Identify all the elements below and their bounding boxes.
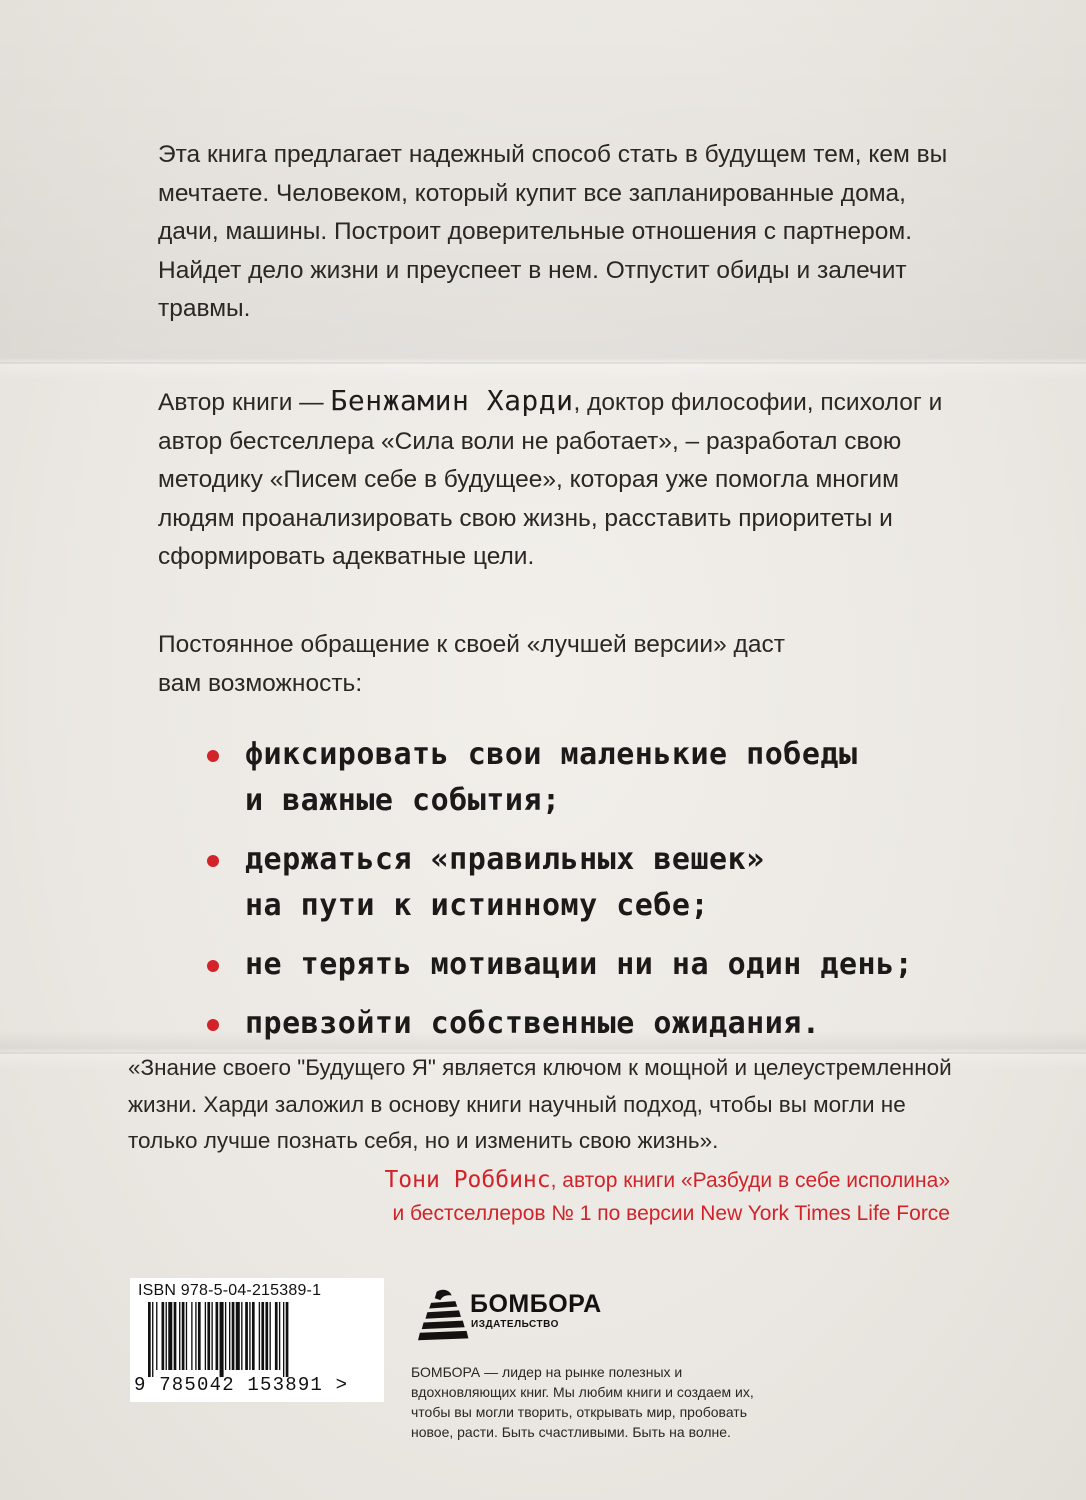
barcode-bar bbox=[220, 1302, 224, 1377]
barcode-bar bbox=[216, 1302, 219, 1370]
barcode-bar bbox=[179, 1302, 180, 1370]
author-paragraph bbox=[158, 382, 958, 577]
barcode-bar bbox=[286, 1302, 289, 1377]
quote-author-desc: , автор книги «Разбуди в себе исполина» bbox=[550, 1169, 950, 1192]
barcode-bar bbox=[225, 1302, 226, 1370]
isbn-label: ISBN 978-5-04-215389-1 bbox=[138, 1282, 322, 1299]
barcode-bar bbox=[241, 1302, 242, 1370]
paper-fold bbox=[0, 362, 1086, 364]
list-item-line: превзойти собственные ожидания. bbox=[245, 1006, 821, 1041]
barcode-bar bbox=[162, 1302, 165, 1370]
barcode-bar bbox=[211, 1302, 212, 1370]
author-prefix: Автор книги — bbox=[158, 389, 331, 416]
list-item bbox=[205, 1001, 985, 1047]
barcode-bar bbox=[252, 1302, 255, 1370]
testimonial-quote: «Знание своего "Будущего Я" является ключом к мощной и целеустремленной жизни. Харди заложил в основу книги научный подход, чтобы вы могли не только лучше познать себя, но и изменить свою жизнь». bbox=[128, 1055, 952, 1153]
list-item bbox=[205, 942, 985, 988]
intro-paragraph: Эта книга предлагает надежный способ стать в будущем тем, кем вы мечтаете. Человеком, который купит все запланированные дома, дачи, машины. Построит доверительные отношения с партнером. Найдет дело жизни и преуспеет в нем. Отпустит обиды и залечит травмы. bbox=[158, 141, 948, 322]
author-name: Бенжамин Харди bbox=[330, 384, 574, 417]
benefits-list bbox=[205, 732, 985, 1060]
testimonial-attribution bbox=[190, 1164, 950, 1230]
list-item-line: не терять мотивации ни на один день; bbox=[245, 947, 914, 982]
barcode-bar bbox=[229, 1302, 230, 1370]
barcode-bar bbox=[265, 1302, 268, 1370]
barcode-bar bbox=[205, 1302, 206, 1370]
barcode-bar bbox=[270, 1302, 271, 1370]
barcode-bar bbox=[275, 1302, 278, 1370]
lead-in-paragraph: Постоянное обращение к своей «лучшей версии» даст вам возможность: bbox=[158, 631, 785, 697]
barcode-bar bbox=[186, 1302, 187, 1370]
barcode-bar bbox=[198, 1302, 201, 1370]
barcode-bar bbox=[261, 1302, 264, 1370]
barcode-bar bbox=[245, 1302, 248, 1370]
publisher-logo-subtitle: ИЗДАТЕЛЬСТВО bbox=[471, 1319, 559, 1330]
list-item-line: и важные события; bbox=[245, 783, 561, 818]
barcode-bar bbox=[191, 1302, 192, 1370]
list-item bbox=[205, 732, 985, 824]
list-item-line: на пути к истинному себе; bbox=[245, 888, 710, 923]
barcode-bar bbox=[168, 1302, 172, 1370]
barcode-bar bbox=[279, 1302, 280, 1370]
barcode-bar bbox=[249, 1302, 250, 1370]
bullet-dot-icon bbox=[207, 855, 219, 867]
barcode-bar bbox=[148, 1302, 151, 1377]
barcode-bar bbox=[207, 1302, 210, 1370]
barcode-bar bbox=[152, 1302, 153, 1377]
barcode-bars bbox=[148, 1302, 372, 1377]
author-suffix: , доктор философии, психолог и автор бестселлера «Сила воли не работает», – разработал свою методику «Писем себе в будущее», которая уже помогла многим людям проанализировать свою жизнь, расставить приоритеты и сформировать адекватные цели. bbox=[158, 389, 943, 570]
list-item-line: фиксировать свои маленькие победы bbox=[245, 737, 858, 772]
publisher-blurb: БОМБОРА — лидер на рынке полезных и вдохновляющих книг. Мы любим книги и создаем их, чтобы вы могли творить, открывать мир, пробовать новое, расти. Быть счастливыми. Быть на волне. bbox=[411, 1364, 754, 1440]
barcode-bar bbox=[236, 1302, 240, 1370]
barcode-bar bbox=[156, 1302, 157, 1370]
barcode-bar bbox=[174, 1302, 177, 1370]
barcode-bar bbox=[283, 1302, 284, 1377]
publisher-logo-word: БОМБОРА bbox=[470, 1290, 602, 1318]
bullet-dot-icon bbox=[207, 1019, 219, 1031]
barcode-bar bbox=[259, 1302, 260, 1370]
barcode-bar bbox=[166, 1302, 167, 1370]
barcode bbox=[130, 1278, 384, 1402]
bullet-dot-icon bbox=[207, 750, 219, 762]
quote-author-name: Тони Роббинс bbox=[384, 1167, 551, 1193]
list-item-line: держаться «правильных вешек» bbox=[245, 842, 765, 877]
barcode-bar bbox=[195, 1302, 196, 1370]
barcode-digits: 9 785042 153891 > bbox=[134, 1374, 349, 1396]
barcode-bar bbox=[182, 1302, 185, 1370]
publisher-logo-icon bbox=[418, 1284, 474, 1348]
list-item bbox=[205, 837, 985, 929]
barcode-bar bbox=[232, 1302, 235, 1370]
bullet-dot-icon bbox=[207, 960, 219, 972]
quote-author-desc: и бестселлеров № 1 по версии New York Times Life Force bbox=[392, 1202, 950, 1225]
